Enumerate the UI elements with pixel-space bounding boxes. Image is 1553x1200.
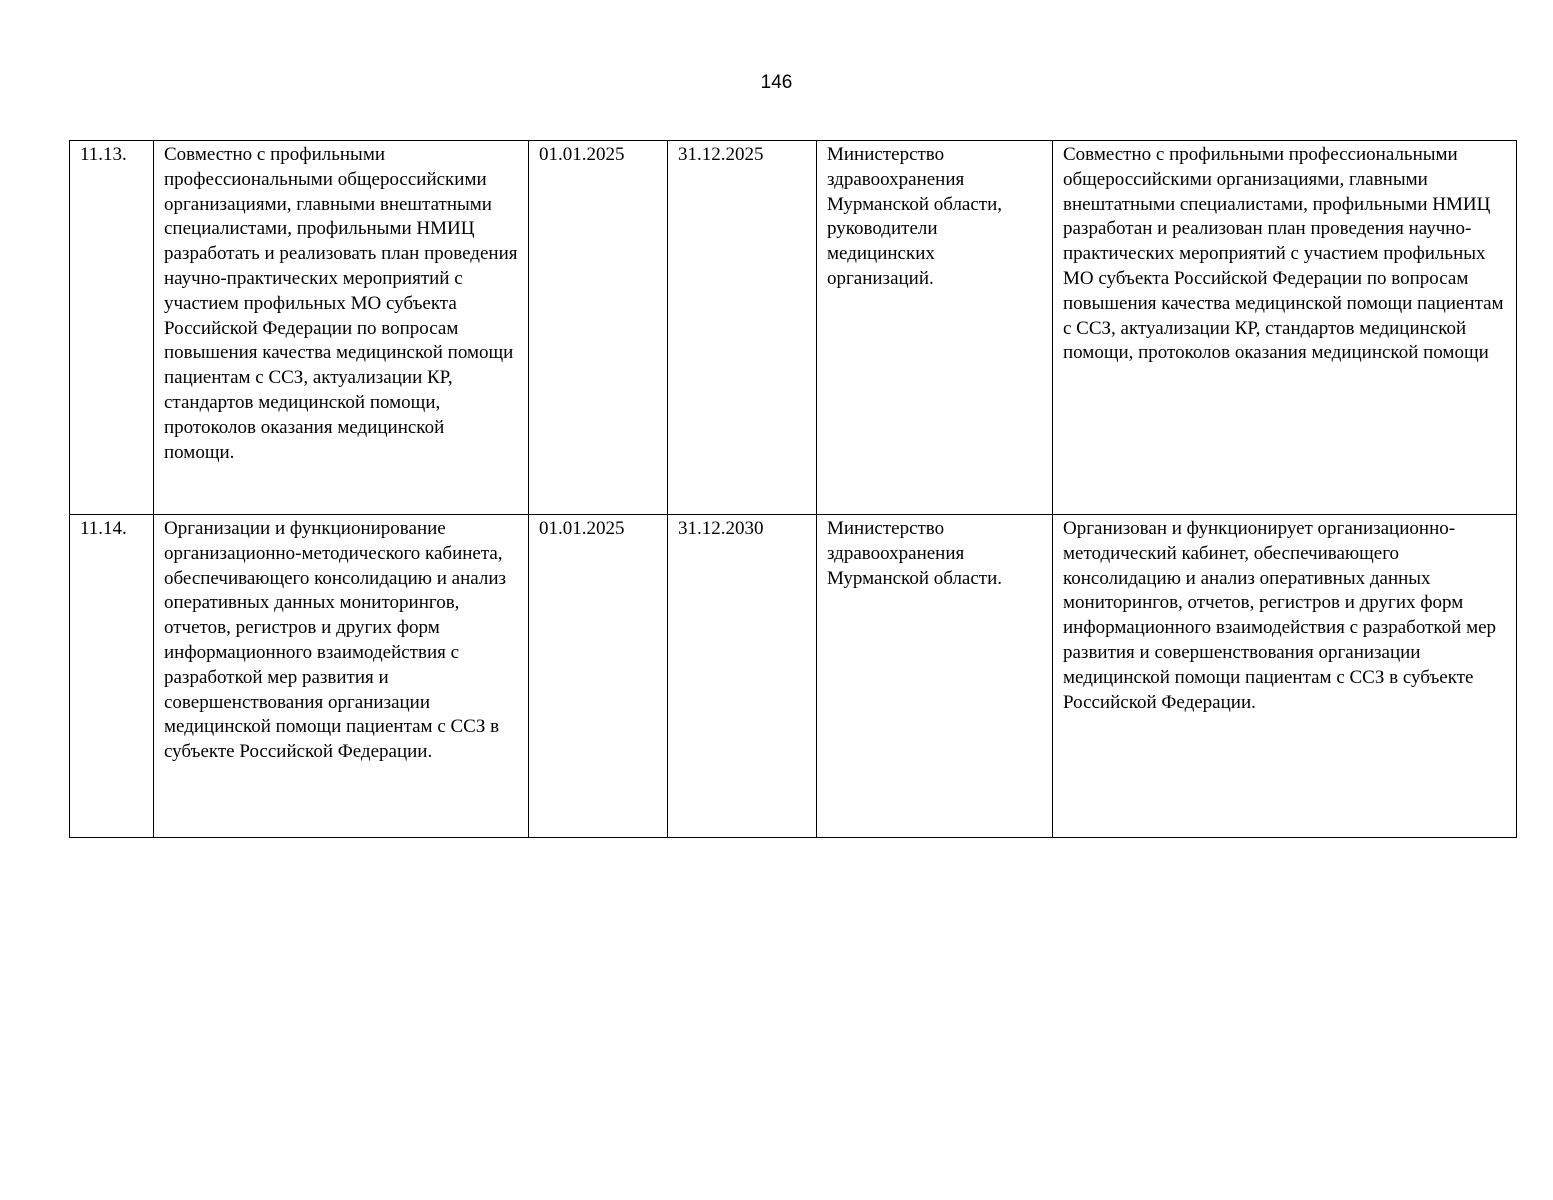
action-plan-table <box>69 140 1517 838</box>
result-cell: Организован и функционирует организационно-методический кабинет, обеспечивающего консолидацию и анализ оперативных данных мониторингов, отчетов, регистров и других форм информационного взаимодействия с разработкой мер развития и совершенствования организации медицинской помощи пациентам с ССЗ в субъекте Российской Федерации. <box>1053 515 1517 838</box>
responsible-cell: Министерство здравоохранения Мурманской области, руководители медицинских организаций. <box>817 141 1053 515</box>
result-cell: Совместно с профильными профессиональными общероссийскими организациями, главными внештатными специалистами, профильными НМИЦ разработан и реализован план проведения научно-практических мероприятий с участием профильных МО субъекта Российской Федерации по вопросам повышения качества медицинской помощи пациентам с ССЗ, актуализации КР, стандартов медицинской помощи, протоколов оказания медицинской помощи <box>1053 141 1517 515</box>
start-date-cell: 01.01.2025 <box>529 141 668 515</box>
end-date-cell: 31.12.2030 <box>668 515 817 838</box>
start-date-cell: 01.01.2025 <box>529 515 668 838</box>
table-row <box>70 515 1517 838</box>
table-row <box>70 141 1517 515</box>
page-number: 146 <box>760 72 793 93</box>
row-number: 11.14. <box>70 515 154 838</box>
responsible-cell: Министерство здравоохранения Мурманской области. <box>817 515 1053 838</box>
end-date-cell: 31.12.2025 <box>668 141 817 515</box>
activity-cell: Совместно с профильными профессиональными общероссийскими организациями, главными внештатными специалистами, профильными НМИЦ разработать и реализовать план проведения научно-практических мероприятий с участием профильных МО субъекта Российской Федерации по вопросам повышения качества медицинской помощи пациентам с ССЗ, актуализации КР, стандартов медицинской помощи, протоколов оказания медицинской помощи. <box>154 141 529 515</box>
row-number: 11.13. <box>70 141 154 515</box>
activity-cell: Организации и функционирование организационно-методического кабинета, обеспечивающего консолидацию и анализ оперативных данных мониторингов, отчетов, регистров и других форм информационного взаимодействия с разработкой мер развития и совершенствования организации медицинской помощи пациентам с ССЗ в субъекте Российской Федерации. <box>154 515 529 838</box>
